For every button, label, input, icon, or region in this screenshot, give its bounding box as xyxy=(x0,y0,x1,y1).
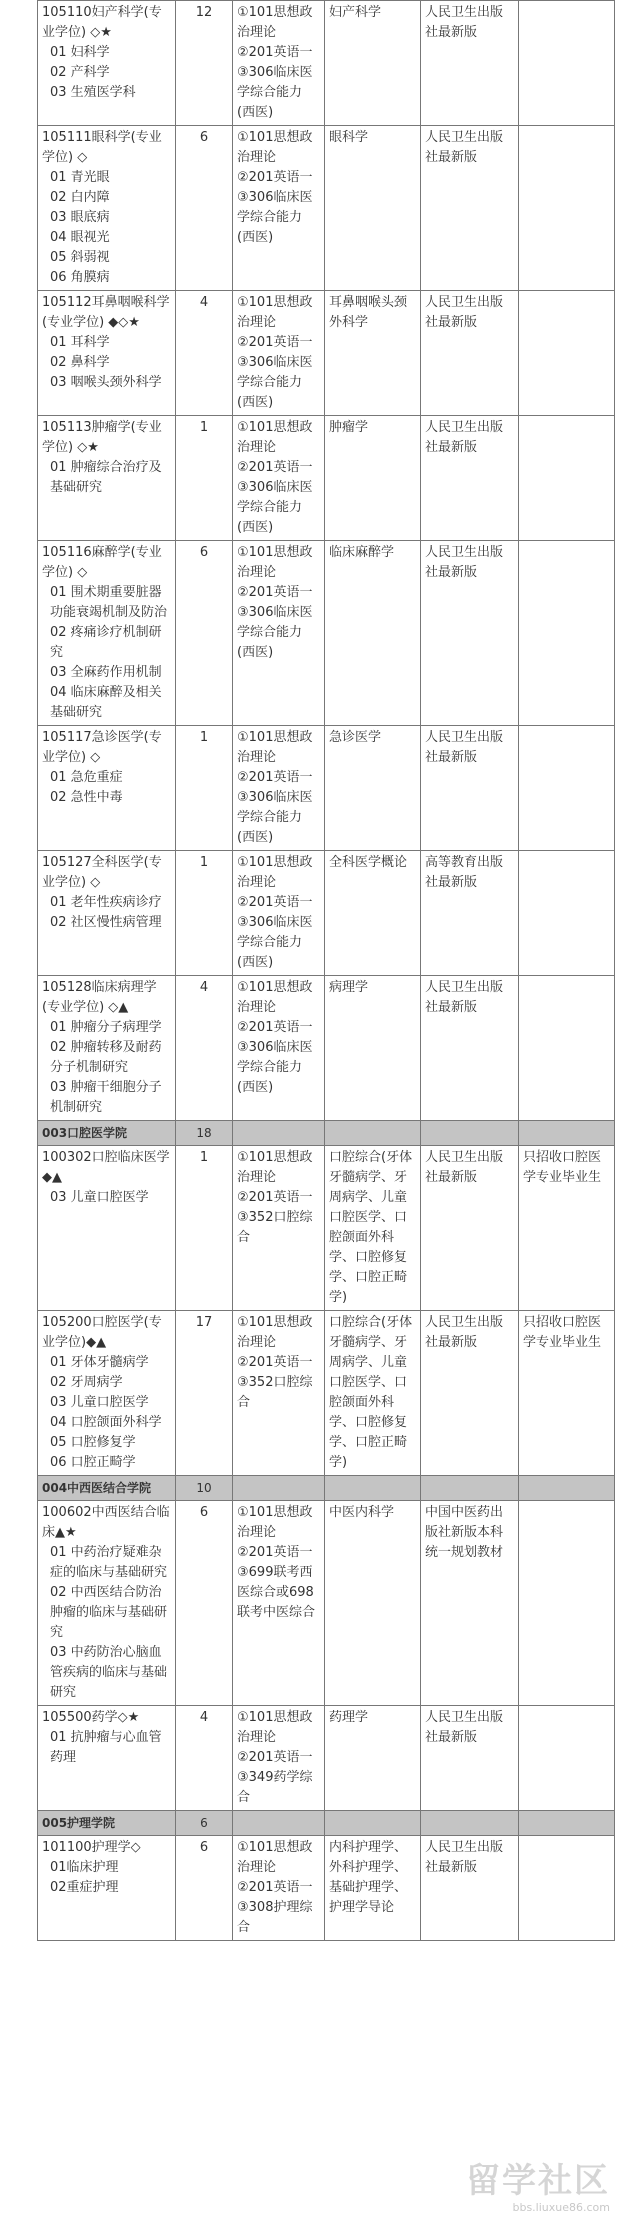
research-direction: 01 中药治疗疑难杂症的临床与基础研究 xyxy=(50,1545,168,1580)
program-title: 105113肿瘤学(专业学位) ◇★ xyxy=(42,420,162,455)
enroll-count: 4 xyxy=(176,1706,233,1811)
program-row xyxy=(38,726,615,851)
exam-item: ③352口腔综合 xyxy=(237,1210,313,1245)
exam-item: ③352口腔综合 xyxy=(237,1375,313,1410)
research-direction: 02 疼痛诊疗机制研究 xyxy=(50,625,162,660)
exam-item: ②201英语一 xyxy=(237,895,313,910)
exam-subjects xyxy=(233,541,325,726)
section-row xyxy=(38,1811,615,1836)
research-direction: 02 白内障 xyxy=(50,190,110,205)
section-empty-cell xyxy=(421,1476,519,1501)
remark: 只招收口腔医学专业毕业生 xyxy=(519,1146,615,1311)
program-row xyxy=(38,541,615,726)
program-row xyxy=(38,126,615,291)
research-direction: 01 青光眼 xyxy=(50,170,110,185)
program-row xyxy=(38,416,615,541)
section-row xyxy=(38,1476,615,1501)
remark: 只招收口腔医学专业毕业生 xyxy=(519,1311,615,1476)
exam-item: ③306临床医学综合能力(西医) xyxy=(237,190,313,245)
retest-subject: 口腔综合(牙体牙髓病学、牙周病学、儿童口腔医学、口腔颌面外科学、口腔修复学、口腔正畸学) xyxy=(325,1146,421,1311)
enroll-count: 1 xyxy=(176,416,233,541)
enroll-count: 4 xyxy=(176,976,233,1121)
section-empty-cell xyxy=(519,1476,615,1501)
exam-item: ①101思想政治理论 xyxy=(237,130,313,165)
research-direction: 01 耳科学 xyxy=(50,335,110,350)
program-title: 105116麻醉学(专业学位) ◇ xyxy=(42,545,162,580)
program-cell xyxy=(38,541,176,726)
watermark-main: 留学社区 xyxy=(466,2161,610,2201)
reference-book: 人民卫生出版社最新版 xyxy=(421,126,519,291)
exam-item: ①101思想政治理论 xyxy=(237,1710,313,1745)
watermark-logo xyxy=(420,2161,610,2219)
program-row xyxy=(38,1146,615,1311)
research-direction: 01临床护理 xyxy=(50,1860,119,1875)
exam-item: ②201英语一 xyxy=(237,1750,313,1765)
exam-subjects xyxy=(233,1146,325,1311)
program-title: 105128临床病理学(专业学位) ◇▲ xyxy=(42,980,157,1015)
reference-book: 人民卫生出版社最新版 xyxy=(421,1311,519,1476)
remark xyxy=(519,541,615,726)
remark xyxy=(519,291,615,416)
program-title: 105112耳鼻咽喉科学(专业学位) ◆◇★ xyxy=(42,295,170,330)
enroll-count: 6 xyxy=(176,1836,233,1941)
section-label: 003口腔医学院 xyxy=(38,1121,176,1146)
exam-item: ②201英语一 xyxy=(237,1190,313,1205)
exam-item: ①101思想政治理论 xyxy=(237,730,313,765)
enroll-count: 12 xyxy=(176,1,233,126)
program-row xyxy=(38,1311,615,1476)
enroll-count: 17 xyxy=(176,1311,233,1476)
program-cell xyxy=(38,1706,176,1811)
section-empty-cell xyxy=(233,1121,325,1146)
program-row xyxy=(38,1706,615,1811)
research-direction: 01 老年性疾病诊疗 xyxy=(50,895,162,910)
research-direction: 03 咽喉头颈外科学 xyxy=(50,375,162,390)
exam-item: ①101思想政治理论 xyxy=(237,1505,313,1540)
program-cell xyxy=(38,1146,176,1311)
section-row xyxy=(38,1121,615,1146)
remark xyxy=(519,1706,615,1811)
section-empty-cell xyxy=(421,1811,519,1836)
reference-book: 人民卫生出版社最新版 xyxy=(421,1706,519,1811)
exam-item: ③306临床医学综合能力(西医) xyxy=(237,65,313,120)
exam-item: ③349药学综合 xyxy=(237,1770,313,1805)
retest-subject: 耳鼻咽喉头颈外科学 xyxy=(325,291,421,416)
reference-book: 人民卫生出版社最新版 xyxy=(421,1,519,126)
research-direction: 04 口腔颌面外科学 xyxy=(50,1415,162,1430)
exam-subjects xyxy=(233,126,325,291)
retest-subject: 内科护理学、外科护理学、基础护理学、护理学导论 xyxy=(325,1836,421,1941)
research-direction: 05 口腔修复学 xyxy=(50,1435,136,1450)
exam-item: ①101思想政治理论 xyxy=(237,855,313,890)
enroll-count: 1 xyxy=(176,851,233,976)
research-direction: 06 角膜病 xyxy=(50,270,110,285)
section-empty-cell xyxy=(519,1811,615,1836)
reference-book: 人民卫生出版社最新版 xyxy=(421,726,519,851)
research-direction: 03 生殖医学科 xyxy=(50,85,136,100)
research-direction: 01 牙体牙髓病学 xyxy=(50,1355,149,1370)
section-empty-cell xyxy=(519,1121,615,1146)
research-direction: 03 儿童口腔医学 xyxy=(50,1395,149,1410)
enroll-count: 6 xyxy=(176,126,233,291)
program-title: 100302口腔临床医学◆▲ xyxy=(42,1150,170,1185)
program-title: 105500药学◇★ xyxy=(42,1710,140,1725)
section-empty-cell xyxy=(233,1811,325,1836)
section-count: 10 xyxy=(176,1476,233,1501)
exam-subjects xyxy=(233,1501,325,1706)
program-title: 105111眼科学(专业学位) ◇ xyxy=(42,130,162,165)
remark xyxy=(519,851,615,976)
remark xyxy=(519,1836,615,1941)
reference-book: 人民卫生出版社最新版 xyxy=(421,291,519,416)
exam-item: ①101思想政治理论 xyxy=(237,1150,313,1185)
exam-subjects xyxy=(233,1,325,126)
research-direction: 02 产科学 xyxy=(50,65,110,80)
research-direction: 02 肿瘤转移及耐药分子机制研究 xyxy=(50,1040,162,1075)
reference-book: 人民卫生出版社最新版 xyxy=(421,416,519,541)
exam-item: ③306临床医学综合能力(西医) xyxy=(237,605,313,660)
reference-book: 人民卫生出版社最新版 xyxy=(421,1146,519,1311)
exam-item: ①101思想政治理论 xyxy=(237,5,313,40)
enroll-count: 1 xyxy=(176,1146,233,1311)
exam-item: ①101思想政治理论 xyxy=(237,545,313,580)
program-title: 100602中西医结合临床▲★ xyxy=(42,1505,170,1540)
program-cell xyxy=(38,1311,176,1476)
reference-book: 人民卫生出版社最新版 xyxy=(421,976,519,1121)
program-title: 105110妇产科学(专业学位) ◇★ xyxy=(42,5,162,40)
exam-subjects xyxy=(233,976,325,1121)
exam-item: ③306临床医学综合能力(西医) xyxy=(237,1040,313,1095)
section-empty-cell xyxy=(325,1476,421,1501)
program-row xyxy=(38,851,615,976)
exam-item: ②201英语一 xyxy=(237,1880,313,1895)
program-cell xyxy=(38,976,176,1121)
program-title: 105117急诊医学(专业学位) ◇ xyxy=(42,730,162,765)
program-row xyxy=(38,976,615,1121)
section-empty-cell xyxy=(233,1476,325,1501)
research-direction: 02 牙周病学 xyxy=(50,1375,123,1390)
exam-item: ②201英语一 xyxy=(237,1020,313,1035)
research-direction: 01 肿瘤综合治疗及基础研究 xyxy=(50,460,162,495)
research-direction: 03 肿瘤干细胞分子机制研究 xyxy=(50,1080,162,1115)
remark xyxy=(519,416,615,541)
research-direction: 01 急危重症 xyxy=(50,770,123,785)
exam-item: ②201英语一 xyxy=(237,585,313,600)
enroll-count: 1 xyxy=(176,726,233,851)
research-direction: 01 妇科学 xyxy=(50,45,110,60)
section-label: 005护理学院 xyxy=(38,1811,176,1836)
program-title: 105200口腔医学(专业学位)◆▲ xyxy=(42,1315,162,1350)
research-direction: 06 口腔正畸学 xyxy=(50,1455,136,1470)
exam-item: ①101思想政治理论 xyxy=(237,980,313,1015)
exam-item: ②201英语一 xyxy=(237,1355,313,1370)
retest-subject: 口腔综合(牙体牙髓病学、牙周病学、儿童口腔医学、口腔颌面外科学、口腔修复学、口腔正畸学) xyxy=(325,1311,421,1476)
research-direction: 02 鼻科学 xyxy=(50,355,110,370)
retest-subject: 急诊医学 xyxy=(325,726,421,851)
program-cell xyxy=(38,126,176,291)
program-row xyxy=(38,291,615,416)
reference-book: 高等教育出版社最新版 xyxy=(421,851,519,976)
retest-subject: 眼科学 xyxy=(325,126,421,291)
research-direction: 05 斜弱视 xyxy=(50,250,110,265)
watermark-url: bbs.liuxue86.com xyxy=(512,2201,610,2214)
research-direction: 03 眼底病 xyxy=(50,210,110,225)
exam-item: ②201英语一 xyxy=(237,335,313,350)
section-empty-cell xyxy=(421,1121,519,1146)
research-direction: 02 社区慢性病管理 xyxy=(50,915,162,930)
exam-item: ③699联考西医综合或698联考中医综合 xyxy=(237,1565,316,1620)
retest-subject: 中医内科学 xyxy=(325,1501,421,1706)
exam-subjects xyxy=(233,726,325,851)
research-direction: 04 眼视光 xyxy=(50,230,110,245)
exam-item: ③308护理综合 xyxy=(237,1900,313,1935)
exam-item: ①101思想政治理论 xyxy=(237,1840,313,1875)
section-label: 004中西医结合学院 xyxy=(38,1476,176,1501)
remark xyxy=(519,1501,615,1706)
program-cell xyxy=(38,416,176,541)
retest-subject: 药理学 xyxy=(325,1706,421,1811)
research-direction: 02 急性中毒 xyxy=(50,790,123,805)
program-row xyxy=(38,1,615,126)
retest-subject: 全科医学概论 xyxy=(325,851,421,976)
exam-item: ③306临床医学综合能力(西医) xyxy=(237,915,313,970)
exam-item: ②201英语一 xyxy=(237,1545,313,1560)
program-cell xyxy=(38,1,176,126)
program-row xyxy=(38,1501,615,1706)
exam-item: ③306临床医学综合能力(西医) xyxy=(237,355,313,410)
retest-subject: 病理学 xyxy=(325,976,421,1121)
enroll-count: 4 xyxy=(176,291,233,416)
research-direction: 02 中西医结合防治肿瘤的临床与基础研究 xyxy=(50,1585,168,1640)
retest-subject: 肿瘤学 xyxy=(325,416,421,541)
research-direction: 03 儿童口腔医学 xyxy=(50,1190,149,1205)
reference-book: 人民卫生出版社最新版 xyxy=(421,1836,519,1941)
enroll-count: 6 xyxy=(176,1501,233,1706)
exam-item: ②201英语一 xyxy=(237,460,313,475)
remark xyxy=(519,126,615,291)
enroll-count: 6 xyxy=(176,541,233,726)
remark xyxy=(519,726,615,851)
exam-item: ①101思想政治理论 xyxy=(237,420,313,455)
program-title: 105127全科医学(专业学位) ◇ xyxy=(42,855,162,890)
program-cell xyxy=(38,291,176,416)
research-direction: 03 全麻药作用机制 xyxy=(50,665,162,680)
remark xyxy=(519,976,615,1121)
program-cell xyxy=(38,1836,176,1941)
research-direction: 01 围术期重要脏器功能衰竭机制及防治 xyxy=(50,585,168,620)
catalog-table xyxy=(37,0,615,1941)
exam-item: ②201英语一 xyxy=(237,770,313,785)
reference-book: 中国中医药出版社新版本科统一规划教材 xyxy=(421,1501,519,1706)
section-empty-cell xyxy=(325,1811,421,1836)
exam-subjects xyxy=(233,1836,325,1941)
exam-subjects xyxy=(233,416,325,541)
exam-item: ③306临床医学综合能力(西医) xyxy=(237,480,313,535)
research-direction: 04 临床麻醉及相关基础研究 xyxy=(50,685,162,720)
section-empty-cell xyxy=(325,1121,421,1146)
exam-subjects xyxy=(233,1706,325,1811)
section-count: 6 xyxy=(176,1811,233,1836)
research-direction: 01 抗肿瘤与心血管药理 xyxy=(50,1730,162,1765)
program-row xyxy=(38,1836,615,1941)
exam-item: ②201英语一 xyxy=(237,170,313,185)
program-cell xyxy=(38,851,176,976)
reference-book: 人民卫生出版社最新版 xyxy=(421,541,519,726)
research-direction: 02重症护理 xyxy=(50,1880,119,1895)
enrollment-catalog xyxy=(37,0,614,1941)
program-title: 101100护理学◇ xyxy=(42,1840,141,1855)
exam-subjects xyxy=(233,1311,325,1476)
exam-subjects xyxy=(233,851,325,976)
exam-subjects xyxy=(233,291,325,416)
program-cell xyxy=(38,726,176,851)
retest-subject: 妇产科学 xyxy=(325,1,421,126)
program-cell xyxy=(38,1501,176,1706)
remark xyxy=(519,1,615,126)
retest-subject: 临床麻醉学 xyxy=(325,541,421,726)
exam-item: ①101思想政治理论 xyxy=(237,1315,313,1350)
exam-item: ③306临床医学综合能力(西医) xyxy=(237,790,313,845)
exam-item: ②201英语一 xyxy=(237,45,313,60)
section-count: 18 xyxy=(176,1121,233,1146)
research-direction: 01 肿瘤分子病理学 xyxy=(50,1020,162,1035)
exam-item: ①101思想政治理论 xyxy=(237,295,313,330)
research-direction: 03 中药防治心脑血管疾病的临床与基础研究 xyxy=(50,1645,168,1700)
